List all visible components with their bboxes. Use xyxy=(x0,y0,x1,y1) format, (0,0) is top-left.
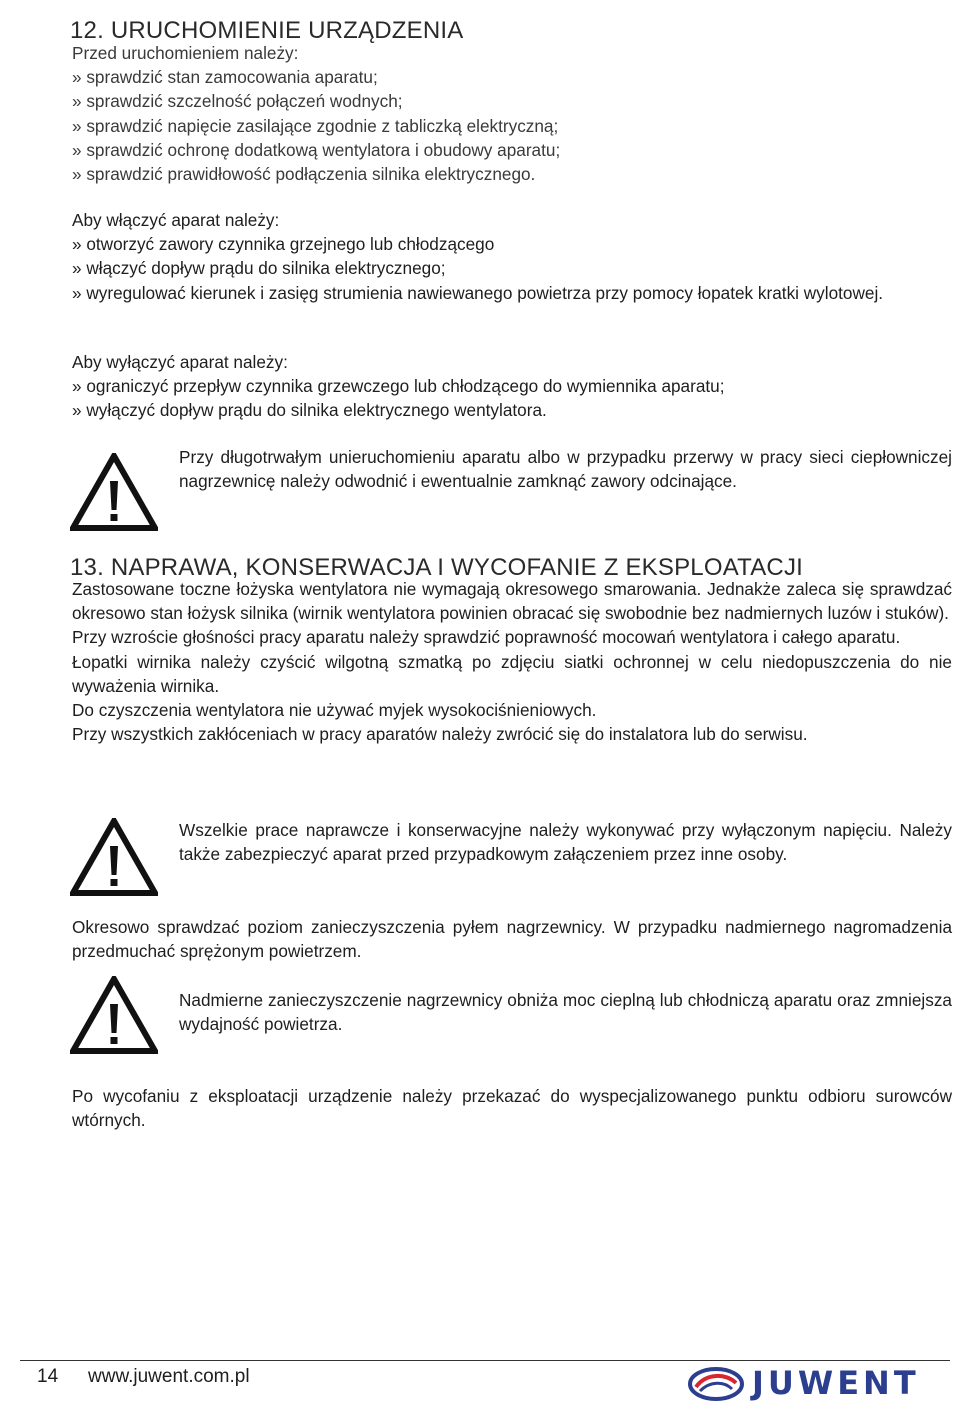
turn-off-step: » wyłączyć dopływ prądu do silnika elektrycznego wentylatora. xyxy=(72,400,547,421)
disposal-text: Po wycofaniu z eksploatacji urządzenie należy przekazać do wyspecjalizowanego punktu odbioru surowców wtórnych. xyxy=(72,1086,952,1131)
checklist-item: » sprawdzić ochronę dodatkową wentylatora i obudowy aparatu; xyxy=(72,139,561,160)
turn-off-intro: Aby wyłączyć aparat należy: xyxy=(72,352,288,372)
warning-voltage-text: Wszelkie prace naprawcze i konserwacyjne należy wykonywać przy wyłączonym napięciu. Należy także zabezpieczyć aparat przed przypadkowym załączeniem przez inne osoby. xyxy=(179,820,952,865)
section-12-title: 12. URUCHOMIENIE URZĄDZENIA xyxy=(70,17,464,45)
turn-on-step: » włączyć dopływ prądu do silnika elektrycznego; xyxy=(72,258,446,279)
footer-url: www.juwent.com.pl xyxy=(88,1366,250,1387)
maintenance-paragraph: Przy wszystkich zakłóceniach w pracy aparatów należy zwrócić się do instalatora lub do serwisu. xyxy=(72,724,808,745)
checklist-item: » sprawdzić stan zamocowania aparatu; xyxy=(72,67,378,88)
maintenance-paragraph: Łopatki wirnika należy czyścić wilgotną szmatką po zdjęciu siatki ochronnej w celu niedopuszczenia do nie wyważenia wirnika. xyxy=(72,651,952,696)
juwent-emblem-icon xyxy=(686,1363,746,1403)
turn-off-steps xyxy=(72,350,952,423)
maintenance-paragraph: Do czyszczenia wentylatora nie używać myjek wysokociśnieniowych. xyxy=(72,700,597,721)
warning-triangle-icon xyxy=(70,818,158,896)
cleaning-text: Okresowo sprawdzać poziom zanieczyszczenia pyłem nagrzewnicy. W przypadku nadmiernego nagromadzenia przedmuchać sprężonym powietrzem. xyxy=(72,917,952,962)
warning-drain-text: Przy długotrwałym unieruchomieniu aparatu albo w przypadku przerwy w pracy sieci ciepłowniczej nagrzewnicę należy odwodnić i ewentualnie zamknąć zawory odcinające. xyxy=(179,447,952,492)
warning-triangle-icon xyxy=(70,976,158,1054)
juwent-logo xyxy=(686,1363,952,1403)
turn-on-intro: Aby włączyć aparat należy: xyxy=(72,210,280,230)
checklist-intro: Przed uruchomieniem należy: xyxy=(72,43,299,63)
maintenance-paragraph: Przy wzroście głośności pracy aparatu należy sprawdzić poprawność mocowań wentylatora i całego aparatu. xyxy=(72,627,901,648)
warning-triangle-icon xyxy=(70,453,158,531)
footer-divider xyxy=(20,1360,950,1361)
maintenance-paragraph: Zastosowane toczne łożyska wentylatora nie wymagają okresowego smarowania. Jednakże zaleca się sprawdzać okresowo stan łożysk silnika (wirnik wentylatora powinien obracać się swobodnie bez nadmiernych luzów i stuków). xyxy=(72,579,952,624)
logo-text: JUWENT xyxy=(752,1364,920,1402)
turn-on-step: » otworzyć zawory czynnika grzejnego lub chłodzącego xyxy=(72,234,495,255)
checklist-item: » sprawdzić napięcie zasilające zgodnie z tabliczką elektryczną; xyxy=(72,115,559,136)
turn-on-steps xyxy=(72,208,952,305)
checklist-item: » sprawdzić prawidłowość podłączenia silnika elektrycznego. xyxy=(72,164,536,185)
checklist-item: » sprawdzić szczelność połączeń wodnych; xyxy=(72,91,403,112)
turn-on-step: » wyregulować kierunek i zasięg strumienia nawiewanego powietrza przy pomocy łopatek kratki wylotowej. xyxy=(72,282,884,303)
section-13-title: 13. NAPRAWA, KONSERWACJA I WYCOFANIE Z EKSPLOATACJI xyxy=(70,553,804,581)
maintenance-text xyxy=(72,577,952,746)
page-number: 14 xyxy=(37,1366,59,1387)
warning-dirt-text: Nadmierne zanieczyszczenie nagrzewnicy obniża moc cieplną lub chłodniczą aparatu oraz zmniejsza wydajność powietrza. xyxy=(179,990,952,1035)
startup-checklist xyxy=(72,41,952,186)
turn-off-step: » ograniczyć przepływ czynnika grzewczego lub chłodzącego do wymiennika aparatu; xyxy=(72,376,725,397)
